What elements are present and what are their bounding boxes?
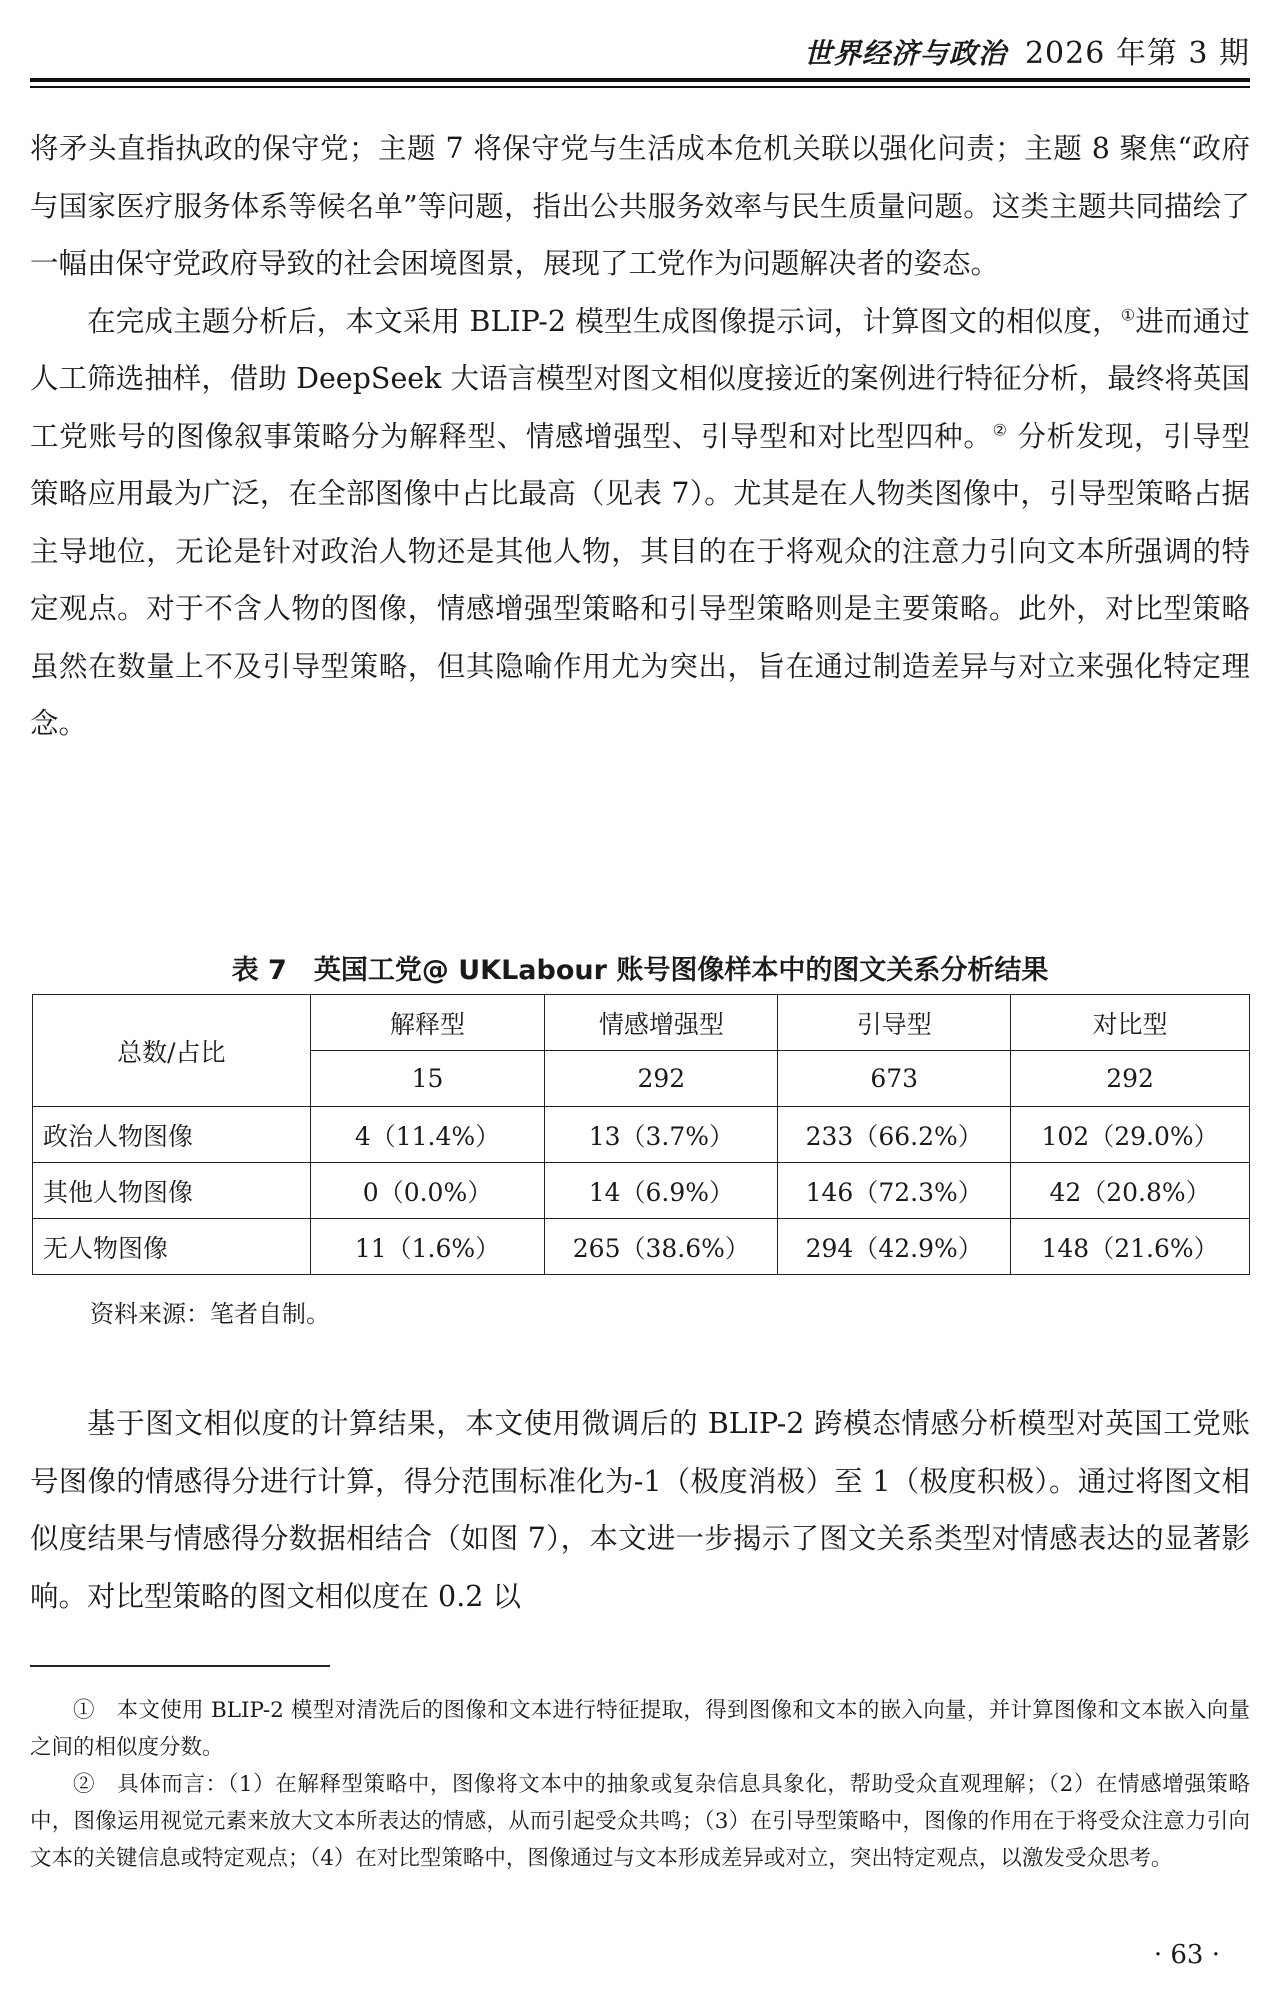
table-source-note: 资料来源：笔者自制。 bbox=[90, 1300, 330, 1328]
header-rule-thin bbox=[30, 86, 1250, 88]
table-cell: 42（20.8%） bbox=[1011, 1163, 1250, 1219]
row-label: 其他人物图像 bbox=[33, 1163, 311, 1219]
row-label: 政治人物图像 bbox=[33, 1107, 311, 1163]
footnote-1: ① 本文使用 BLIP-2 模型对清洗后的图像和文本进行特征提取，得到图像和文本的嵌入向量，并计算图像和文本嵌入向量之间的相似度分数。 bbox=[30, 1698, 1250, 1760]
footnote-ref-1[interactable]: ① bbox=[1120, 305, 1136, 324]
total-cell: 292 bbox=[545, 1051, 778, 1107]
footnote-2: ② 具体而言：（1）在解释型策略中，图像将文本中的抽象或复杂信息具象化，帮助受众直观理解；（2）在情感增强策略中，图像运用视觉元素来放大文本所表达的情感，从而引起受众共鸣；（3）在引导型策略中，图像的作用在于将受众注意力引向文本的关键信息或特定观点；（4）在对比型策略中，图像通过与文本形成差异或对立，突出特定观点，以激发受众思考。 bbox=[30, 1772, 1250, 1871]
table-cell: 265（38.6%） bbox=[545, 1219, 778, 1275]
paragraph-2-part-3: 分析发现，引导型策略应用最为广泛，在全部图像中占比最高（见表 7）。尤其是在人物类图像中，引导型策略占据主导地位，无论是针对政治人物还是其他人物，其目的在于将观众的注意力引向文本所强调的特定观点。对于不含人物的图像，情感增强型策略和引导型策略则是主要策略。此外，对比型策略虽然在数量上不及引导型策略，但其隐喻作用尤为突出，旨在通过制造差异与对立来强化特定理念。 bbox=[30, 419, 1251, 740]
paragraph-3: 基于图文相似度的计算结果，本文使用微调后的 BLIP-2 跨模态情感分析模型对英国工党账号图像的情感得分进行计算，得分范围标准化为-1（极度消极）至 1（极度积极）。通过将图文相似度结果与情感得分数据相结合（如图 7），本文进一步揭示了图文关系类型对情感表达的显著影响。对比型策略的图文相似度在 0.2 以 bbox=[30, 1407, 1250, 1613]
running-header bbox=[30, 14, 1250, 72]
table-cell: 4（11.4%） bbox=[310, 1107, 545, 1163]
table-cell: 13（3.7%） bbox=[545, 1107, 778, 1163]
table-row bbox=[33, 1107, 1250, 1163]
table-caption: 表 7 英国工党@ UKLabour 账号图像样本中的图文关系分析结果 bbox=[231, 955, 1049, 986]
paragraph-1: 将矛头直指执政的保守党；主题 7 将保守党与生活成本危机关联以强化问责；主题 8 聚焦“政府与国家医疗服务体系等候名单”等问题，指出公共服务效率与民生质量问题。这类主题共同描绘了一幅由保守党政府导致的社会困境图景，展现了工党作为问题解决者的姿态。 bbox=[30, 132, 1250, 280]
table-cell: 294（42.9%） bbox=[778, 1219, 1011, 1275]
table-row bbox=[33, 1219, 1250, 1275]
column-header: 情感增强型 bbox=[545, 995, 778, 1051]
journal-name: 世界经济与政治 bbox=[803, 37, 1007, 70]
column-header: 引导型 bbox=[778, 995, 1011, 1051]
table-cell: 14（6.9%） bbox=[545, 1163, 778, 1219]
table-cell: 11（1.6%） bbox=[310, 1219, 545, 1275]
body-text-top bbox=[30, 120, 1250, 753]
table-cell: 148（21.6%） bbox=[1011, 1219, 1250, 1275]
header-rule-thick bbox=[30, 78, 1250, 82]
total-cell: 673 bbox=[778, 1051, 1011, 1107]
body-text-bottom bbox=[30, 1395, 1250, 1625]
row-label: 无人物图像 bbox=[33, 1219, 311, 1275]
issue-label: 2026 年第 3 期 bbox=[1024, 36, 1250, 71]
table-cell: 0（0.0%） bbox=[310, 1163, 545, 1219]
paragraph-2 bbox=[30, 293, 1250, 753]
table-header-row bbox=[33, 995, 1250, 1051]
total-cell: 292 bbox=[1011, 1051, 1250, 1107]
total-cell: 15 bbox=[310, 1051, 545, 1107]
analysis-table bbox=[32, 994, 1250, 1275]
paragraph-2-part-2: 进而通过人工筛选抽样，借助 DeepSeek 大语言模型对图文相似度接近的案例进行特征分析，最终将英国工党账号的图像叙事策略分为解释型、情感增强型、引导型和对比型四种。 bbox=[30, 304, 1250, 453]
footnotes bbox=[30, 1692, 1250, 1877]
paragraph-2-part-1: 在完成主题分析后，本文采用 BLIP-2 模型生成图像提示词，计算图文的相似度， bbox=[87, 304, 1121, 338]
table-row bbox=[33, 1163, 1250, 1219]
column-header: 解释型 bbox=[310, 995, 545, 1051]
column-header: 对比型 bbox=[1011, 995, 1250, 1051]
table-cell: 102（29.0%） bbox=[1011, 1107, 1250, 1163]
footnote-ref-2[interactable]: ② bbox=[992, 420, 1008, 439]
table-cell: 146（72.3%） bbox=[778, 1163, 1011, 1219]
table-corner-label: 总数/占比 bbox=[33, 995, 311, 1107]
table-cell: 233（66.2%） bbox=[778, 1107, 1011, 1163]
page-number: · 63 · bbox=[1153, 1940, 1220, 1970]
footnote-rule bbox=[30, 1665, 330, 1667]
